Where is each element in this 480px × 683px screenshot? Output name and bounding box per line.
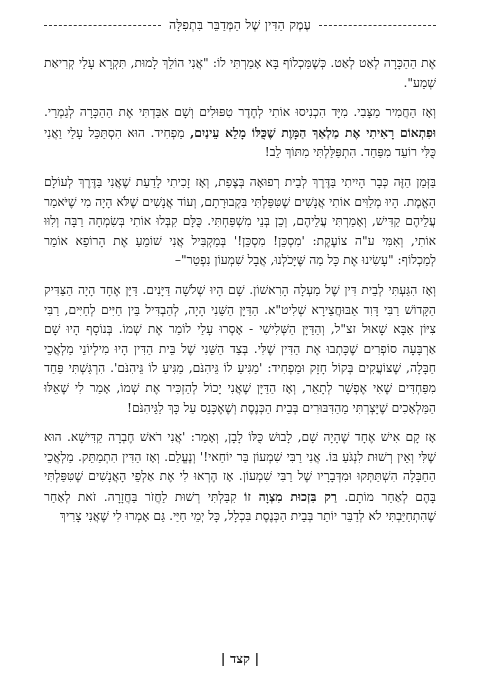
- body-text: [44, 54, 436, 527]
- paragraph: [44, 281, 436, 418]
- text-run: קִבַּלְתִּי רְשׁוּת לַחֲזֹר בַּחֲזָרָה. זֹאת לְאַחַר שֶׁהִתְחַיַּבְתִּי לֹא לְדַבֵּר יוֹתֵר בְּבֵית הַכְּנֶסֶת בִּכְלָל, כָּל יְמֵי חַיַּי. גַּם אָמְרוּ לִי שֶׁאֲנִי צָרִיךְ: [44, 489, 436, 524]
- bold-text-run: וּפִתְאוֹם רָאִיתִי אֶת מַלְאַךְ הַמָּוֶת שֶׁכֻּלּוֹ מָלֵא עֵינַיִם,: [189, 124, 437, 140]
- paragraph: [44, 54, 436, 93]
- paragraph: [44, 173, 436, 271]
- header-title: עֶמֶק הַדִּין שֶׁל הַמְּדַבֵּר בִּתְפִלָּה: [168, 17, 312, 32]
- text-run: וְאָז הַחֲמִיר מַצָּבִי. מִיָּד הִכְנִיסוּ אוֹתִי לְחֶדֶר טִפּוּלִים וְשָׁם אִבַּדְתִּי אֶת הַהַכָּרָה לְגַמְרֵי.: [44, 105, 436, 120]
- text-run: מַפְחִיד. הוּא הִסְתַּכֵּל עָלַי וַאֲנִי כֻּלִּי רוֹעֵד מִפַּחַד. הִתְפַּלַּלְתִּי מִתּוֹךְ לֵב!: [44, 125, 436, 160]
- paragraph: [44, 428, 436, 527]
- header-rule-left: [44, 25, 161, 26]
- text-run: אָז קָם אִישׁ אֶחָד שֶׁהָיָה שָׁם, לָבוּשׁ כֻּלּוֹ לָבָן, וְאָמַר: 'אֲנִי רֹאשׁ חֶבְרָה קַדִּישָׁא. הוּא שֶׁלִּי וְאֵין רְשׁוּת לִנְגֹּעַ בּוֹ. אֲנִי רַבִּי שִׁמְעוֹן בַּר יוֹחַאי!' וְנֶעֱלַם. וְאָז הַדִּין הִתְמַתֵּק. מַלְאֲכֵי הַחַבָּלָה הִשְׁתַּתְּקוּ וּמִדְּבָרָיו שֶׁל רַבִּי שִׁמְעוֹן. אָז הֶרְאוּ לִי אֶת אַלְפֵי הָאֲנָשִׁים שֶׁטִּפַּלְתִּי בָּהֶם לְאַחַר מוֹתָם.: [44, 430, 436, 504]
- paragraph: [44, 103, 436, 163]
- text-run: אֶת הַהַכָּרָה לְאַט לְאַט. כְּשֶׁמַּכְלוֹף בָּא אָמַרְתִּי לוֹ: "אֲנִי הוֹלֵךְ לָמוּת, תִּקְרָא עָלַי קְרִיאַת שְׁמַע".: [44, 56, 436, 90]
- running-header: [44, 14, 436, 36]
- text-run: וְאָז הִגַּעְתִּי לְבֵית דִּין שֶׁל מַעְלָה הָרִאשׁוֹן. שָׁם הָיוּ שְׁלֹשָׁה דַּיָּנִים. דַּיָּן אֶחָד הָיָה הַצַּדִּיק הַקָּדוֹשׁ רַבִּי דָּוִד אַבּוּחֲצֵירָא שְׁלִיט"א. הַדַּיָּן הַשֵּׁנִי הָיָה, לְהַבְדִּיל בֵּין חַיִּים לְחַיִּים, רַבִּי צִיּוֹן אַבָּא שָׁאוּל זצ"ל, וְהַדַּיָּן הַשְּׁלִישִׁי - אָסְרוּ עָלַי לוֹמַר אֶת שְׁמוֹ. בְּנוֹסָף הָיוּ שָׁם אַרְבָּעָה סוֹפְרִים שֶׁכָּתְבוּ אֶת הַדִּין שֶׁלִּי. בְּצַד הַשֵּׁנִי שֶׁל בֵּית הַדִּין הָיוּ מִילְיוֹנֵי מַלְאֲכֵי חַבָּלָה, שֶׁצּוֹעֲקִים בְּקוֹל חָזָק וּמַפְחִיד: 'מַגִּיעַ לוֹ גֵּיהִנֹּם, מַגִּיעַ לוֹ גֵּיהִנֹּם'. הִרְגַּשְׁתִּי פַּחַד מִפַּחְדִּים שֶׁאִי אֶפְשָׁר לְתָאֵר, וְאָז הַדַּיָּן שֶׁאֲנִי יָכוֹל לְהַזְכִּיר אֶת שְׁמוֹ, אָמַר לִי שֶׁאֵלּוּ הַמַּלְאָכִים שֶׁיָּצְרְתִּי מֵהַדִּבּוּרִים בְּבֵית הַכְּנֶסֶת וְשֶׁאֶכָּנֵס עַל כָּךְ לַגֵּיהִנֹּם!: [44, 282, 436, 415]
- text-run: בַּזְּמַן הַזֶּה כְּבָר הָיִיתִי בַּדֶּרֶךְ לְבֵית רְפוּאָה בְּצֶפַת, וְאָז זָכִיתִי לָדַעַת שֶׁאֲנִי בַּדֶּרֶךְ לְעוֹלָם הָאֱמֶת. הָיוּ מְלַוִּים אוֹתִי אֲנָשִׁים שֶׁטִּפַּלְתִּי בִּקְבוּרָתָם, וְעוֹד אֲנָשִׁים שֶׁלֹּא הָיָה מִי שֶׁיֹּאמַר עֲלֵיהֶם קַדִּישׁ, וְאָמַרְתִּי עֲלֵיהֶם, וְכֵן בְּנֵי מִשְׁפַּחְתִּי. כֻּלָּם קִבְּלוּ אוֹתִי בְּשִׂמְחָה רַבָּה וְלִוּוּ אוֹתִי, וְאִמִּי ע"ה צוֹעֶקֶת: 'מִסְכֵּן! מִסְכֵּן!' בְּמַקְבִּיל אֲנִי שׁוֹמֵעַ אֶת הָרוֹפֵא אוֹמֵר לְמַכְלוֹף: "עָשִׂינוּ אֶת כָּל מַה שֶּׁיָּכֹלְנוּ, אֲבָל שִׁמְעוֹן נִפְטַר"–: [44, 174, 436, 268]
- page-number: | קצד |: [220, 652, 260, 667]
- header-rule-right: [319, 25, 436, 26]
- bold-text-run: רַק בִּזְכוּת מִצְוָה זוֹ: [244, 488, 337, 504]
